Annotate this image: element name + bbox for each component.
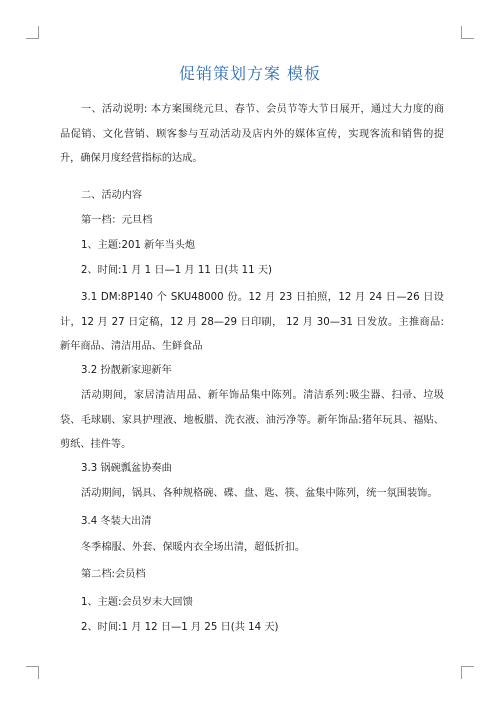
paragraph-member-time: 2、时间:1 月 12 日—1 月 25 日(共 14 天) bbox=[81, 622, 279, 633]
paragraph-subheading-3-3: 3.3 锅碗瓢盆协奏曲 bbox=[81, 463, 172, 474]
paragraph-theme: 1、主题:201 新年当头炮 bbox=[81, 240, 196, 251]
crop-mark-bottom-left bbox=[26, 666, 39, 679]
crop-mark-top-left bbox=[26, 26, 39, 39]
paragraph-dm-schedule: 3.1 DM:8P140 个 SKU48000 份。12 月 23 日拍照，12 月 24 日—26 日设计，12 月 27 日定稿，12 月 28—29 日印刷， 12 月 30—31 日发放。主推商品:新年商品、清洁用品、生鲜食品 bbox=[60, 292, 444, 353]
paragraph-kitchenware: 活动期间，锅具、各种规格碗、碟、盘、匙、筷、盆集中陈列，统一氛围装饰。 bbox=[81, 488, 438, 499]
crop-mark-bottom-right bbox=[461, 666, 474, 679]
document-title: 促销策划方案 模板 bbox=[178, 64, 322, 83]
paragraph-activity-description: 一、活动说明: 本方案围绕元旦、春节、会员节等大节日展开，通过大力度的商品促销、文化营销、顾客参与互动活动及店内外的媒体宣传，实现客流和销售的提升，确保月度经营指标的达成。 bbox=[60, 104, 444, 165]
paragraph-stage-two: 第二档:会员档 bbox=[81, 569, 146, 580]
crop-mark-top-right bbox=[461, 26, 474, 39]
paragraph-stage-one: 第一档：元旦档 bbox=[81, 215, 153, 226]
paragraph-member-theme: 1、主题:会员岁末大回馈 bbox=[81, 597, 193, 608]
paragraph-section-heading: 二、活动内容 bbox=[81, 190, 143, 201]
paragraph-time: 2、时间:1 月 1 日—1 月 11 日(共 11 天) bbox=[81, 265, 273, 276]
paragraph-cleaning-items: 活动期间，家居清洁用品、新年饰品集中陈列。清洁系列:吸尘器、扫帚、垃圾袋、毛球刷、家具护理液、地板腊、洗衣液、油污净等。新年饰品:猪年玩具、福贴、剪纸、挂件等。 bbox=[60, 390, 444, 451]
paragraph-winter-clearance: 冬季棉服、外套、保暖内衣全场出清，超低折扣。 bbox=[81, 542, 306, 553]
paragraph-subheading-3-4: 3.4 冬装大出清 bbox=[81, 516, 152, 527]
paragraph-subheading-3-2: 3.2 扮靓新家迎新年 bbox=[81, 365, 172, 376]
